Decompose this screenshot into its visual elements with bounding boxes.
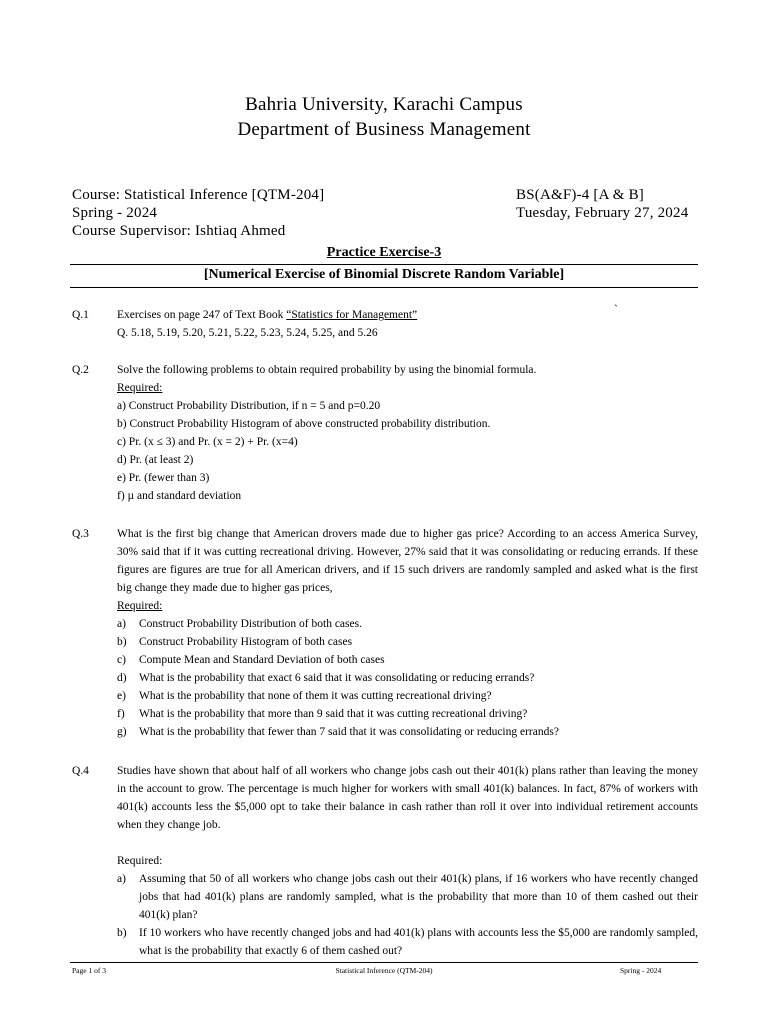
question-1-line-2: Q. 5.18, 5.19, 5.20, 5.21, 5.22, 5.23, 5.24, 5.25, and 5.26: [117, 327, 378, 339]
item-label: a): [117, 873, 126, 885]
exercise-date: Tuesday, February 27, 2024: [516, 205, 689, 221]
question-4-paragraph: Studies have shown that about half of all workers who change jobs cash out their 401(k) plans rather than leaving the money in the account to grow. The percentage is much higher for workers with small 401(k) balances. In fact, 87% of workers with 401(k) accounts less the $5,000 opt to take their balance in cash rather than roll it over into individual retirement accounts when they change job.: [117, 765, 698, 831]
question-2-item-f: f) µ and standard deviation: [117, 490, 242, 502]
question-3-item: [117, 615, 698, 633]
department-name: Department of Business Management: [237, 119, 531, 140]
item-label: b): [117, 636, 127, 648]
item-label: d): [117, 672, 127, 684]
item-label: c): [117, 654, 126, 666]
required-label: Required:: [117, 855, 163, 867]
item-label: a): [117, 618, 126, 630]
footer-course: Statistical Inference (QTM-204): [335, 966, 433, 975]
question-2-item-b: b) Construct Probability Histogram of above constructed probability distribution.: [117, 418, 491, 430]
item-text: Construct Probability Distribution of both cases.: [139, 618, 362, 630]
item-text: What is the probability that none of them it was cutting recreational driving?: [139, 690, 492, 702]
question-3-item: [117, 723, 698, 741]
question-3-item: [117, 705, 698, 723]
question-2-item-c: c) Pr. (x ≤ 3) and Pr. (x = 2) + Pr. (x=4): [117, 436, 298, 448]
question-1-line-1: [117, 306, 698, 324]
item-label: b): [117, 927, 127, 939]
required-label: Required:: [117, 600, 163, 612]
item-text: Assuming that 50 of all workers who change jobs cash out their 401(k) plans, if 16 workers who have recently changed jobs that had 401(k) plans are randomly sampled, what is the probability that more than 10 of them cashed out their 401(k) plan?: [139, 873, 698, 921]
question-2-item-d: d) Pr. (at least 2): [117, 454, 194, 466]
question-number: Q.1: [72, 309, 89, 321]
question-number: Q.4: [72, 765, 89, 777]
footer-page-number: Page 1 of 3: [72, 966, 106, 975]
course-supervisor: Course Supervisor: Ishtiaq Ahmed: [72, 223, 286, 239]
item-text: What is the probability that more than 9 said that it was cutting recreational driving?: [139, 708, 528, 720]
exercise-title: [0, 245, 768, 261]
question-1: [72, 306, 698, 342]
question-number: Q.2: [72, 364, 89, 376]
program: BS(A&F)-4 [A & B]: [516, 187, 644, 203]
item-text: If 10 workers who have recently changed jobs and had 401(k) plans with accounts less the $5,000 are randomly sampled, what is the probability that exactly 6 of them cashed out?: [139, 927, 698, 957]
item-label: g): [117, 726, 127, 738]
question-2: [72, 361, 698, 505]
question-1-prefix: Exercises on page 247 of Text Book: [117, 309, 287, 321]
title-divider: [70, 264, 698, 265]
question-3-item: [117, 633, 698, 651]
textbook-title: “Statistics for Management”: [286, 309, 418, 321]
question-number: Q.3: [72, 528, 89, 540]
footer-term: Spring - 2024: [620, 966, 662, 975]
footer-divider: [70, 962, 698, 963]
exercise-subtitle: [Numerical Exercise of Binomial Discrete Random Variable]: [203, 267, 565, 282]
item-text: Construct Probability Histogram of both cases: [139, 636, 353, 648]
item-text: Compute Mean and Standard Deviation of both cases: [139, 654, 385, 666]
question-4-item: [117, 924, 698, 960]
question-3-item: [117, 687, 698, 705]
item-label: f): [117, 708, 125, 720]
question-2-intro: Solve the following problems to obtain required probability by using the binomial formula.: [117, 364, 537, 376]
semester: Spring - 2024: [72, 205, 158, 221]
university-name: Bahria University, Karachi Campus: [245, 94, 523, 115]
item-label: e): [117, 690, 126, 702]
question-3-paragraph: What is the first big change that American drovers made due to higher gas price? According to an access America Survey, 30% said that if it was cutting recreational driving. However, 27% said that it was consolidating or reducing errands. If these figures are figures are true for all American drivers, and if 15 such drivers are randomly sampled and asked what is the first big change they made due to higher gas prices,: [117, 528, 698, 594]
exercise-title-text: Practice Exercise-3: [326, 245, 442, 260]
course-name: Course: Statistical Inference [QTM-204]: [72, 187, 325, 203]
question-2-item-a: a) Construct Probability Distribution, if n = 5 and p=0.20: [117, 400, 381, 412]
stray-mark: `: [614, 302, 618, 316]
required-label: Required:: [117, 382, 163, 394]
question-2-item-e: e) Pr. (fewer than 3): [117, 472, 210, 484]
question-3: [72, 525, 698, 741]
course-info-left: [72, 186, 324, 240]
question-3-item: [117, 669, 698, 687]
question-4-item: [117, 870, 698, 924]
subtitle-divider: [70, 287, 698, 288]
question-3-item: [117, 651, 698, 669]
question-4: [72, 762, 698, 960]
item-text: What is the probability that fewer than 7 said that it was consolidating or reducing errands?: [139, 726, 559, 738]
item-text: What is the probability that exact 6 said that it was consolidating or reducing errands?: [139, 672, 535, 684]
course-info-right: [516, 186, 688, 222]
